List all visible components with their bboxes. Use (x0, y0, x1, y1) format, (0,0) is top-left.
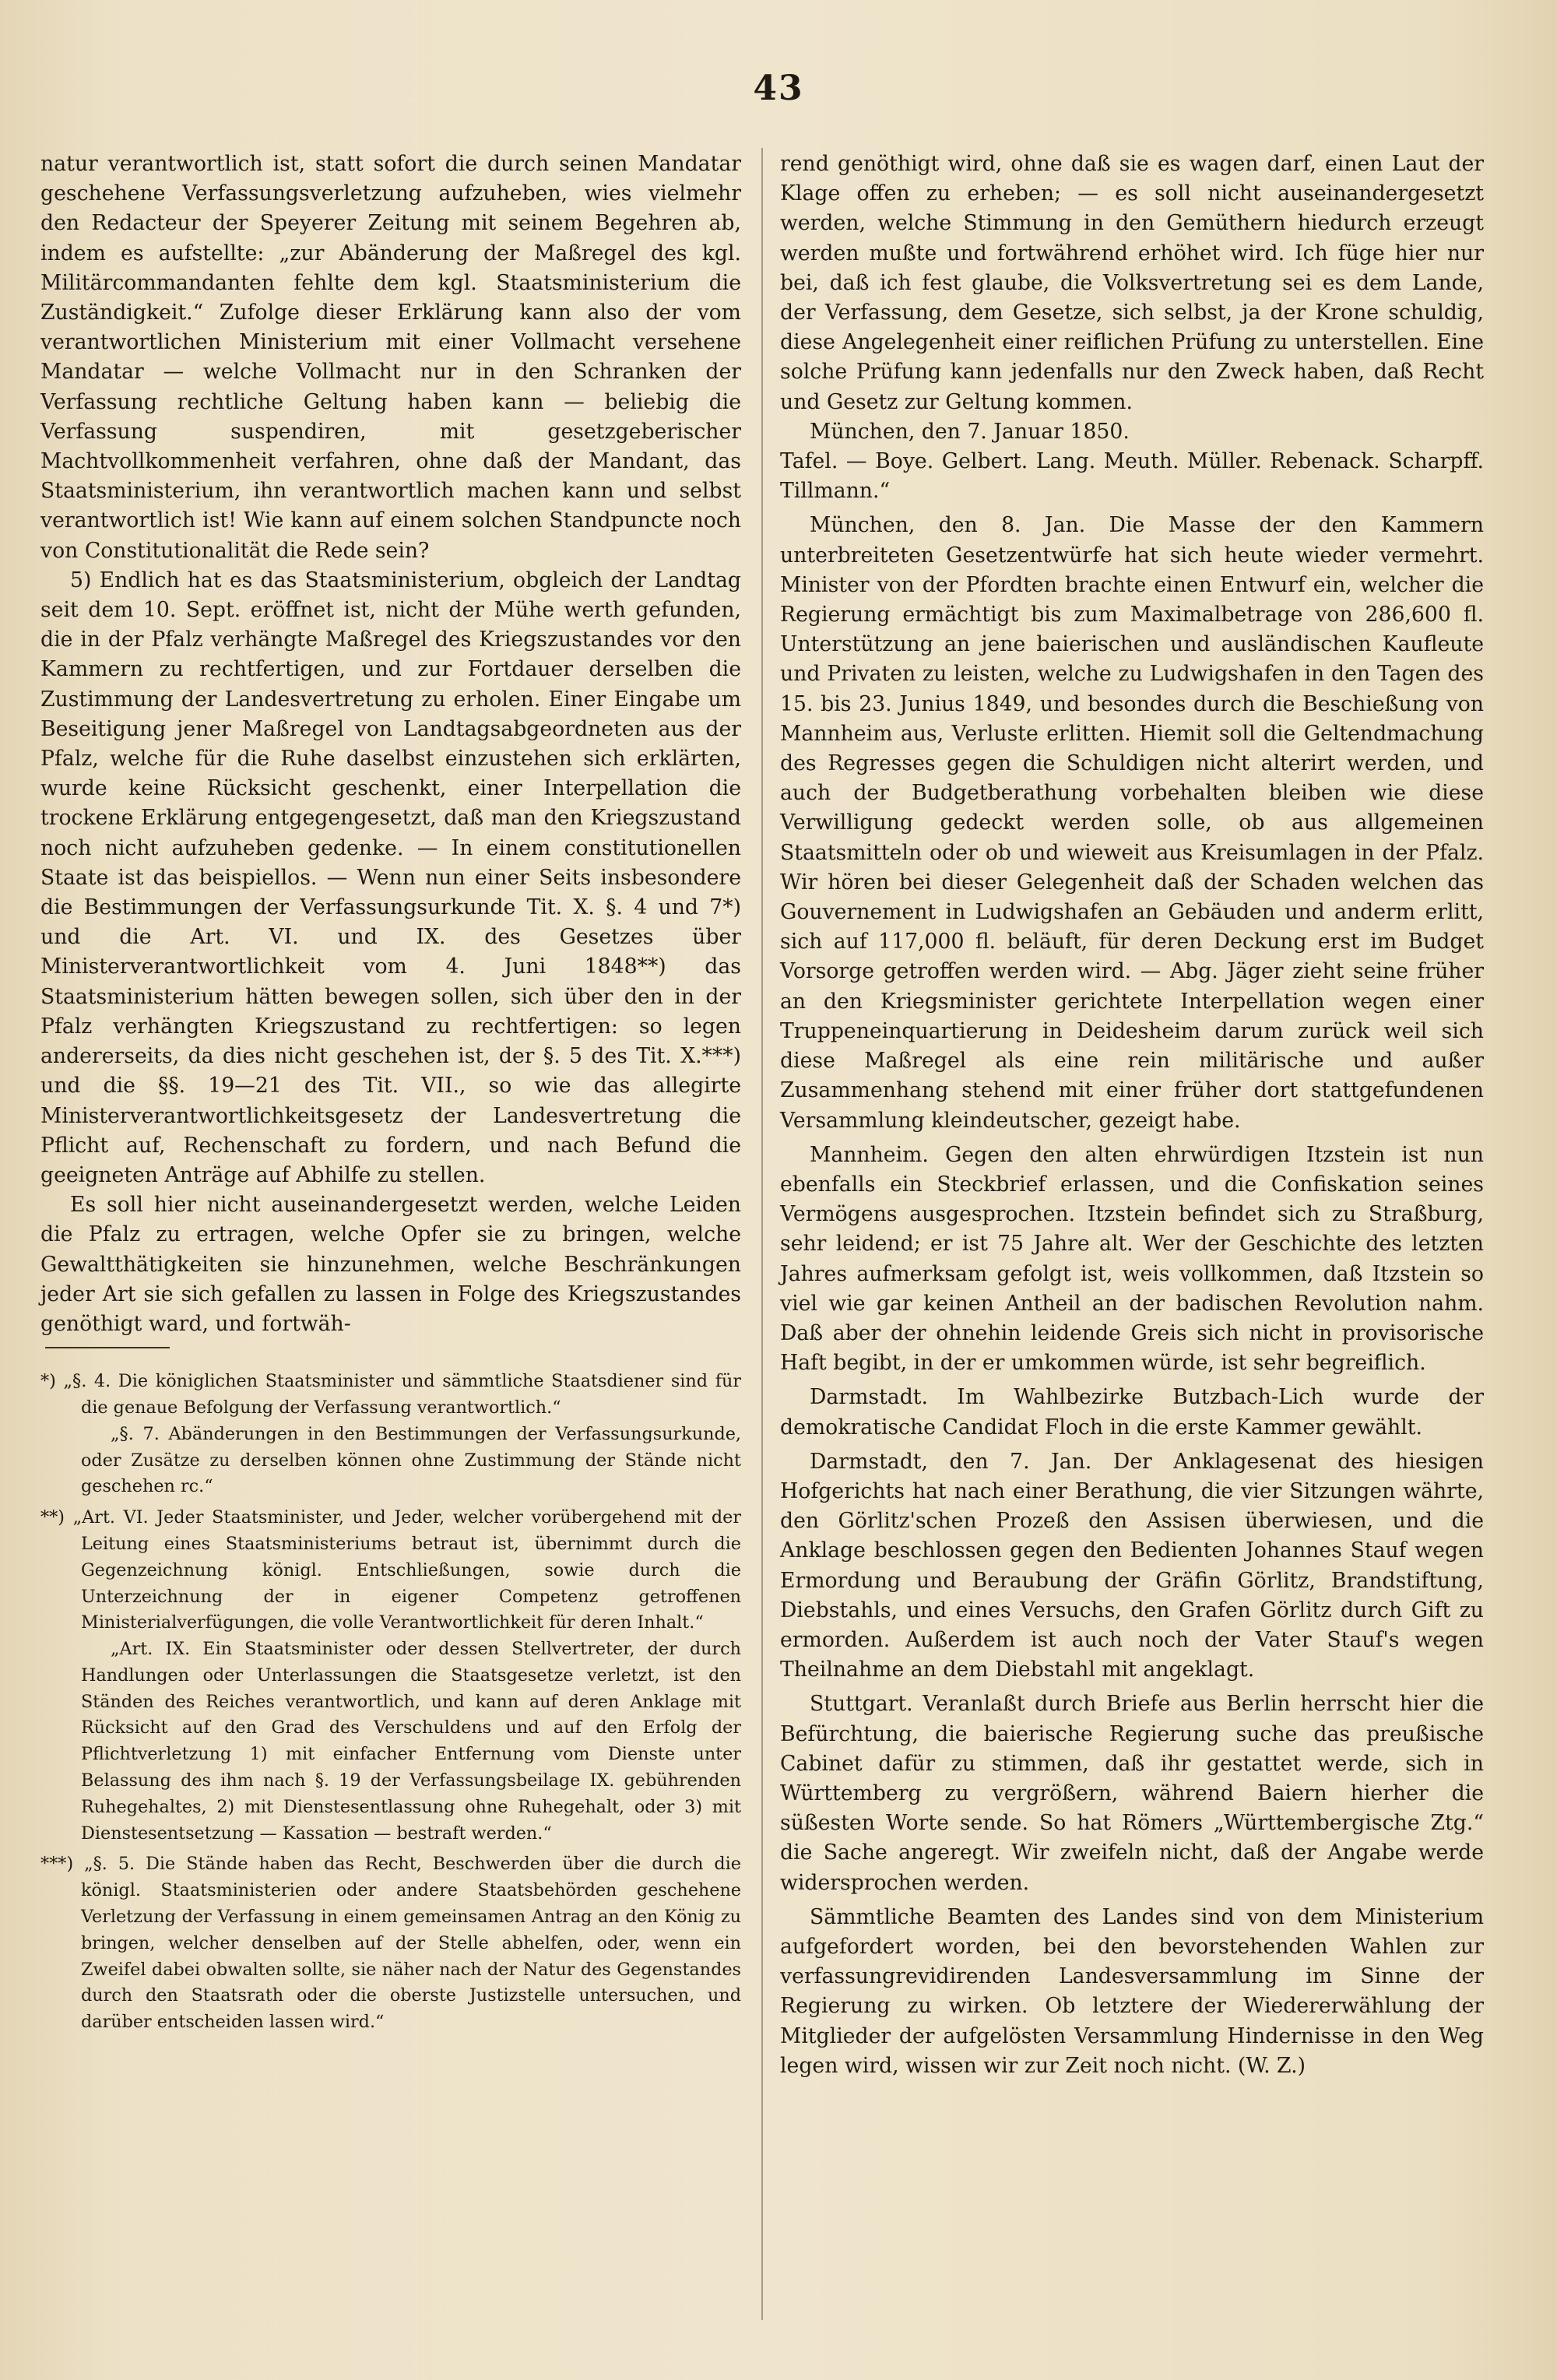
footnote: „§. 7. Abänderungen in den Bestimmungen der Verfassungsurkunde, oder Zusätze zu derselben können ohne Zustimmung der Stände nicht geschehen rc.“ (81, 1423, 741, 1497)
article-paragraph: natur verantwortlich ist, statt sofort die durch seinen Mandatar geschehene Verfassungsverletzung aufzuheben, wies vielmehr den Redacteur der Speyerer Zeitung mit seinem Begehren ab, indem es aufstellte: „zur Abänderung der Maßregel des kgl. Militärcommandanten fehlte dem kgl. Staatsministerium die Zuständigkeit.“ Zufolge dieser Erklärung kann also der vom verantwortlichen Ministerium mit einer Vollmacht versehene Mandatar — welche Vollmacht nur in den Schranken der Verfassung rechtliche Geltung haben kann — beliebig die Verfassung suspendiren, mit gesetzgeberischer Machtvollkommenheit verfahren, ohne daß der Mandant, das Staatsministerium, ihn verantwortlich machen kann und selbst verantwortlich ist! Wie kann auf einem solchen Standpuncte noch von Constitutionalität die Rede sein? (40, 152, 741, 563)
article-paragraph: Es soll hier nicht auseinandergesetzt werden, welche Leiden die Pfalz zu ertragen, welche Opfer sie zu bringen, welche Gewaltthätigkeiten sie hinzunehmen, welche Beschränkungen jeder Art sie sich gefallen zu lassen in Folge des Kriegszustandes genöthigt ward, und fortwäh- (40, 1193, 741, 1336)
left-column (40, 149, 741, 2036)
news-item-muenchen: München, den 8. Jan. Die Masse der den Kammern unterbreiteten Gesetzentwürfe hat sich heute wieder vermehrt. Minister von der Pfordten brachte einen Entwurf ein, welcher die Regierung ermächtigt bis zum Maximalbetrage von 286,600 fl. Unterstützung an jene baierischen und ausländischen Kaufleute und Privaten zu leisten, welche zu Ludwigshafen in den Tagen des 15. bis 23. Junius 1849, und besondes durch die Beschießung von Mannheim aus, Verluste erlitten. Hiemit soll die Geltendmachung des Regresses gegen die Schuldigen nicht alterirt werden, und auch der Budgetberathung vorbehalten bleiben wie diese Verwilligung gedeckt werden solle, ob aus allgemeinen Staatsmitteln oder ob und wieweit aus Kreisumlagen in der Pfalz. Wir hören bei dieser Gelegenheit daß der Schaden welchen das Gouvernement in Ludwigshafen an Gebäuden und anderm erlitt, sich auf 117,000 fl. beläuft, für deren Deckung erst im Budget Vorsorge getroffen werden wird. — Abg. Jäger zieht seine früher an den Kriegsminister gerichtete Interpellation wegen einer Truppeneinquartierung in Deidesheim darum zurück weil sich diese Maßregel als eine rein militärische und außer Zusammenhang stehend mit einer früher dort stattgefundenen Versammlung kleindeutscher, gezeigt habe. (780, 513, 1484, 1133)
news-item-darmstadt: Darmstadt. Im Wahlbezirke Butzbach-Lich wurde der demokratische Candidat Floch in die erste Kammer gewählt. (780, 1385, 1484, 1440)
footnote: **) „Art. VI. Jeder Staatsminister, und Jeder, welcher vorübergehend mit der Leitung eines Staatsministeriums betraut ist, übernimmt durch die Gegenzeichnung königl. Entschließungen, sowie durch die Unterzeichnung der in eigener Competenz getroffenen Ministerialverfügungen, die volle Verantwortlichkeit für deren Inhalt.“ (40, 1507, 741, 1633)
news-item-stuttgart: Stuttgart. Veranlaßt durch Briefe aus Berlin herrscht hier die Befürchtung, die baierische Regierung suche das preußische Cabinet dafür zu stimmen, daß ihr gestattet werde, sich in Württemberg zu vergrößern, während Baiern hierher die süßesten Worte sende. So hat Römers „Württembergische Ztg.“ die Sache angeregt. Wir zweifeln nicht, daß der Angabe werde widersprochen werden. (780, 1692, 1484, 1895)
right-column (780, 149, 1484, 2081)
column-divider (761, 148, 763, 2320)
news-item-darmstadt-2: Darmstadt, den 7. Jan. Der Anklagesenat des hiesigen Hofgerichts hat nach einer Berathung, die vier Sitzungen währte, den Görlitz'schen Prozeß den Assisen überwiesen, und die Anklage beschlossen gegen den Bedienten Johannes Stauf wegen Ermordung und Beraubung der Gräfin Görlitz, Brandstiftung, Diebstahls, und eines Versuchs, den Grafen Görlitz durch Gift zu ermorden. Außerdem ist auch noch der Vater Stauf's wegen Theilnahme an dem Diebstahl mit angeklagt. (780, 1449, 1484, 1682)
article-paragraph: 5) Endlich hat es das Staatsministerium, obgleich der Landtag seit dem 10. Sept. eröffnet ist, nicht der Mühe werth gefunden, die in der Pfalz verhängte Maßregel des Kriegszustandes vor den Kammern zu rechtfertigen, und zur Fortdauer derselben die Zustimmung der Landesvertretung zu erholen. Einer Eingabe um Beseitigung jener Maßregel von Landtagsabgeordneten aus der Pfalz, welche für die Ruhe daselbst einzustehen sich erklärten, wurde keine Rücksicht geschenkt, einer Interpellation die trockene Erklärung entgegengesetzt, daß man den Kriegszustand noch nicht aufzuheben gedenke. — In einem constitutionellen Staate ist das beispiellos. — Wenn nun einer Seits insbesondere die Bestimmungen der Verfassungsurkunde Tit. X. §. 4 und 7*) und die Art. VI. und IX. des Gesetzes über Ministerverantwortlichkeit vom 4. Juni 1848**) das Staatsministerium hätten bewegen sollen, sich über den in der Pfalz verhängten Kriegszustand zu rechtfertigen: so legen andererseits, da dies nicht geschehen ist, der §. 5 des Tit. X.***) und die §§. 19—21 des Tit. VII., so wie das allegirte Ministerverantwortlichkeitsgesetz der Landesvertretung die Pflicht auf, Rechenschaft zu fordern, und nach Befund die geeigneten Anträge auf Abhilfe zu stellen. (40, 568, 741, 1187)
footnote-divider (45, 1347, 170, 1348)
news-item-mannheim: Mannheim. Gegen den alten ehrwürdigen Itzstein ist nun ebenfalls ein Steckbrief erlassen, und die Confiskation seines Vermögens ausgesprochen. Itzstein befindet sich zu Straßburg, sehr leidend; er ist 75 Jahre alt. Wer der Geschichte des letzten Jahres aufmerksam gefolgt ist, weis vollkommen, daß Itzstein so viel wie gar keinen Antheil an der badischen Revolution nahm. Daß aber der ohnehin leidende Greis sich nicht in provisorische Haft begibt, in der er umkommen würde, ist sehr begreiflich. (780, 1142, 1484, 1376)
signatures: Tafel. — Boye. Gelbert. Lang. Meuth. Müller. Rebenack. Scharpff. Tillmann.“ (780, 449, 1484, 504)
article-paragraph: rend genöthigt wird, ohne daß sie es wagen darf, einen Laut der Klage offen zu erheben; — es soll nicht auseinandergesetzt werden, welche Stimmung in den Gemüthern hiedurch erzeugt werden mußte und fortwährend erhöhet wird. Ich füge hier nur bei, daß ich fest glaube, die Volksvertretung sei es dem Lande, der Verfassung, dem Gesetze, sich selbst, ja der Krone schuldig, diese Angelegenheit einer reiflichen Prüfung zu unterstellen. Eine solche Prüfung kann jedenfalls nur den Zweck haben, daß Recht und Gesetz zur Geltung kommen. (780, 152, 1484, 414)
footnote: ***) „§. 5. Die Stände haben das Recht, Beschwerden über die durch die königl. Staatsministerien oder andere Staatsbehörden geschehene Verletzung der Verfassung in einem gemeinsamen Antrag an den König zu bringen, welcher denselben auf der Stelle abhelfen, oder, wenn ein Zweifel dabei obwalten sollte, sie näher nach der Natur des Gegenstandes durch den Staatsrath oder die oberste Justizstelle untersuchen, und darüber entscheiden lassen wird.“ (40, 1854, 741, 2033)
page-number: 43 (753, 69, 804, 108)
footnote: „Art. IX. Ein Staatsminister oder dessen Stellvertreter, der durch Handlungen oder Unterlassungen die Staatsgesetze verletzt, ist den Ständen des Reiches verantwortlich, und kann auf deren Anklage mit Rücksicht auf den Grad des Verschuldens und auf den Erfolg der Pflichtverletzung 1) mit einfacher Entfernung vom Dienste unter Belassung des ihm nach §. 19 der Verfassungsbeilage IX. gebührenden Ruhegehaltes, 2) mit Dienstesentlassung ohne Ruhegehalt, oder 3) mit Dienstesentsetzung — Kassation — bestraft werden.“ (81, 1639, 741, 1844)
dateline: München, den 7. Januar 1850. (810, 419, 1130, 444)
news-item-beamten: Sämmtliche Beamten des Landes sind von dem Ministerium aufgefordert worden, bei den bevorstehenden Wahlen zur verfassungrevidirenden Landesversammlung im Sinne der Regierung zu wirken. Ob letztere der Wiedererwählung der Mitglieder der aufgelösten Versammlung Hindernisse in den Weg legen wird, wissen wir zur Zeit noch nicht. (W. Z.) (780, 1904, 1484, 2078)
footnote: *) „§. 4. Die königlichen Staatsminister und sämmtliche Staatsdiener sind für die genaue Befolgung der Verfassung verantwortlich.“ (40, 1371, 741, 1418)
footnotes (40, 1369, 741, 2036)
